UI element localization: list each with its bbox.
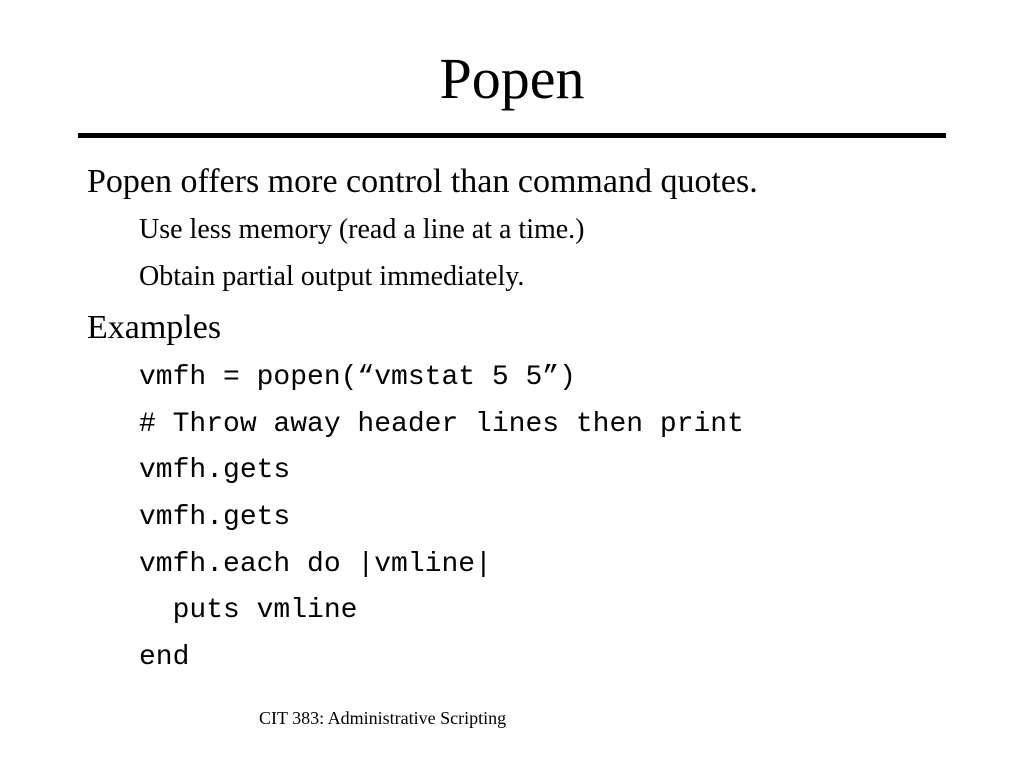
slide-footer: CIT 383: Administrative Scripting [259,708,507,728]
title-divider [78,133,946,138]
bullet-popen-control: Popen offers more control than command quotes. [87,163,758,200]
sub-bullet-less-memory: Use less memory (read a line at a time.) [139,214,585,245]
code-line-2: # Throw away header lines then print [139,409,744,440]
code-line-3: vmfh.gets [139,455,291,486]
code-line-5: vmfh.each do |vmline| [139,549,492,580]
code-line-7: end [139,642,190,673]
code-line-1: vmfh = popen(“vmstat 5 5”) [139,362,576,393]
sub-bullet-partial-output: Obtain partial output immediately. [139,261,525,292]
slide-title: Popen [439,46,585,111]
code-line-6: puts vmline [139,595,358,626]
code-line-4: vmfh.gets [139,502,291,533]
bullet-examples: Examples [87,309,222,346]
